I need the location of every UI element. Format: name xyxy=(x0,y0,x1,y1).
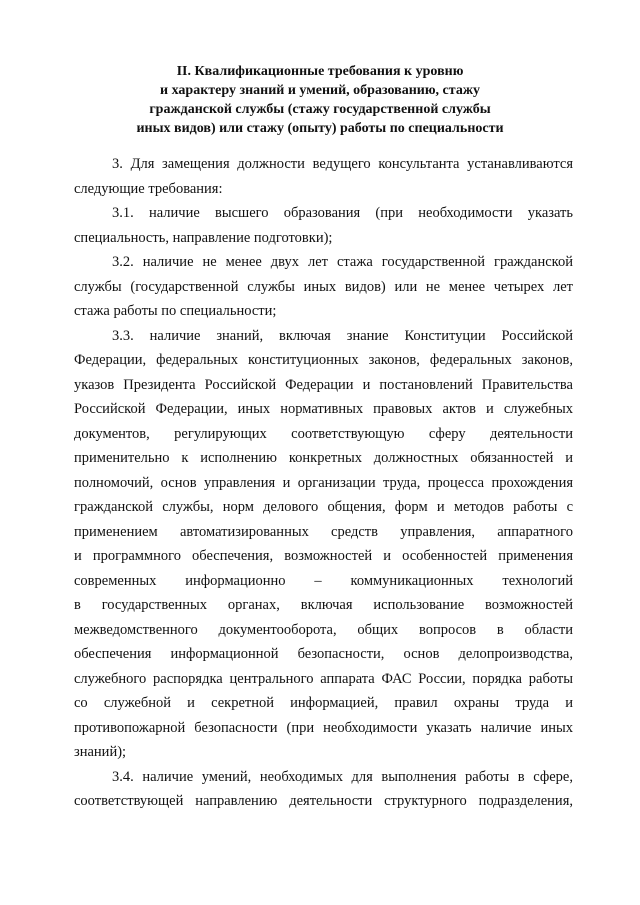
text-line: 3.1. наличие высшего образования (при необходимости указать xyxy=(112,205,573,221)
text-line: 3. Для замещения должности ведущего консультанта устанавливаются xyxy=(112,156,573,172)
paragraph-3-3 xyxy=(74,324,573,765)
paragraph-3-4 xyxy=(74,765,573,814)
text-line: применительно к исполнению конкретных должностных обязанностей и xyxy=(74,450,573,466)
paragraph-3 xyxy=(74,152,573,201)
text-line: знаний); xyxy=(74,744,127,760)
document-body xyxy=(74,152,573,814)
paragraph-3-1 xyxy=(74,201,573,250)
text-line: 3.4. наличие умений, необходимых для выполнения работы в сфере, xyxy=(112,768,573,785)
text-line: указов Президента Российской Федерации и постановлений Правительства xyxy=(74,376,573,393)
text-line: следующие требования: xyxy=(74,180,223,197)
heading-line: гражданской службы (стажу государственной службы xyxy=(149,102,491,117)
text-line: со служебной и секретной информацией, правил охраны труда и xyxy=(74,695,573,711)
text-line: применением автоматизированных средств управления, аппаратного xyxy=(74,523,573,540)
text-line: документов, регулирующих соответствующую сферу деятельности xyxy=(74,425,573,442)
text-line: гражданской службы, норм делового общения, форм и методов работы с xyxy=(74,499,573,515)
text-line: Федерации, федеральных конституционных законов, федеральных законов, xyxy=(74,352,573,368)
text-line: межведомственного документооборота, общих вопросов в области xyxy=(74,621,573,638)
text-line: обеспечения информационной безопасности, основ делопроизводства, xyxy=(74,646,573,662)
text-line: служебного распорядка центрального аппарата ФАС России, порядка работы xyxy=(74,670,573,687)
heading-line: иных видов) или стажу (опыту) работы по специальности xyxy=(136,121,504,136)
text-line: Российской Федерации, иных нормативных правовых актов и служебных xyxy=(74,401,573,417)
section-heading xyxy=(70,62,570,138)
text-line: стажа работы по специальности; xyxy=(74,303,277,319)
heading-line: и характеру знаний и умений, образованию, стажу xyxy=(160,83,480,98)
heading-line: II. Квалификационные требования к уровню xyxy=(176,64,464,79)
text-line: в государственных органах, включая использование возможностей xyxy=(74,597,573,613)
text-line: современных информационно – коммуникационных технологий xyxy=(74,572,573,589)
text-line: и программного обеспечения, возможностей и особенностей применения xyxy=(74,548,573,564)
text-line: специальность, направление подготовки); xyxy=(74,229,333,246)
text-line: противопожарной безопасности (при необходимости указать наличие иных xyxy=(74,719,573,736)
text-line: 3.3. наличие знаний, включая знание Конституции Российской xyxy=(112,327,573,344)
text-line: 3.2. наличие не менее двух лет стажа государственной гражданской xyxy=(112,254,573,270)
text-line: соответствующей направлению деятельности структурного подразделения, xyxy=(74,793,573,809)
text-line: службы (государственной службы иных видов) или не менее четырех лет xyxy=(74,278,573,295)
text-line: полномочий, основ управления и организации труда, процесса прохождения xyxy=(74,474,573,491)
paragraph-3-2 xyxy=(74,250,573,324)
